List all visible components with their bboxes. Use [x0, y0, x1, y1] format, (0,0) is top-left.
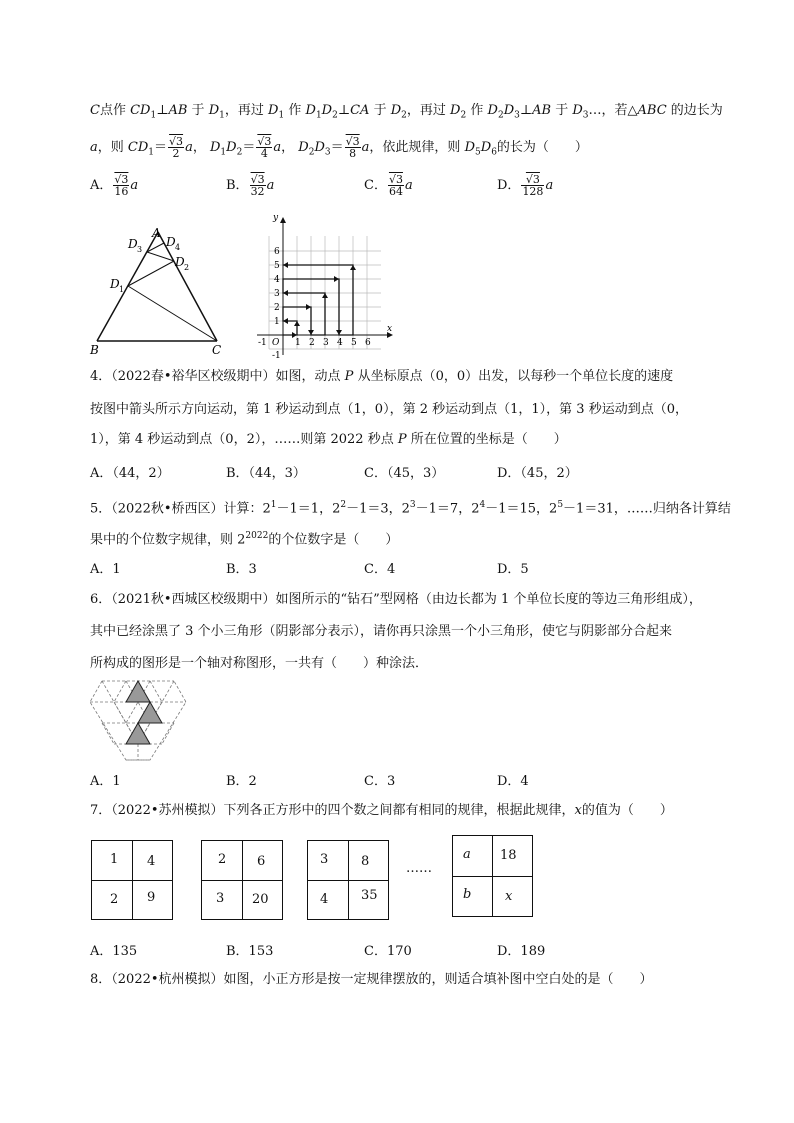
number-square-4: a 18 b x	[452, 835, 533, 917]
q5-line-1: 5．（2022秋•桥西区）计算：$2^1-1=1$，$2^2-1=3$，$2^3-1=7$，$2^4-1=15$，$2^5-1=31$，……归纳各计算结	[90, 500, 731, 517]
q8-line-1: 8．（2022•杭州模拟）如图，小正方形是按一定规律摆放的，则适合填补图中空白处的是（ ）	[90, 972, 653, 987]
svg-text:5: 5	[351, 338, 357, 348]
svg-text:1: 1	[274, 317, 280, 327]
label-b: B	[90, 343, 99, 357]
q3-option-a: A． $\frac{√3}{16}$ a	[90, 173, 139, 198]
svg-text:1: 1	[295, 338, 301, 348]
coordinate-figure	[255, 210, 395, 360]
q6-option-c: C．3	[364, 774, 396, 789]
svg-text:O: O	[272, 338, 280, 348]
q7-option-b: B．153	[226, 944, 274, 959]
svg-text:3: 3	[323, 338, 329, 348]
svg-text:4: 4	[175, 243, 181, 252]
svg-text:1: 1	[119, 285, 125, 294]
svg-text:4: 4	[337, 338, 343, 348]
q3-option-b: B． $\frac{√3}{32}$ a	[226, 173, 275, 198]
q6-line-2: 其中已经涂黑了 3 个小三角形（阴影部分表示），请你再只涂黑一个小三角形，使它与阴影部分合起来	[90, 624, 673, 639]
label-c: C	[212, 343, 222, 357]
svg-text:3: 3	[274, 289, 280, 299]
svg-text:2: 2	[309, 338, 315, 348]
q3-line-1: C点作 $CD_1\perp AB$ 于 $D_1$，再过 $D_1$ 作 $D_1D_2\perp CA$ 于 $D_2$，再过 $D_2$ 作 $D_2D_3\perp AB$ 于 $D_3\dots$，若△ABC 的边长为	[90, 103, 723, 121]
number-square-1: 1 4 2 9	[91, 840, 173, 920]
label-d2: D	[175, 255, 185, 269]
svg-text:-1: -1	[258, 338, 267, 348]
q7-line-1: 7．（2022•苏州模拟）下列各正方形中的四个数之间都有相同的规律，根据此规律，x的值为（ ）	[90, 803, 673, 818]
label-d1: D	[110, 277, 120, 291]
svg-text:2: 2	[184, 263, 190, 272]
q4-line-2: 按图中箭头所示方向运动，第 1 秒运动到点（1，0），第 2 秒运动到点（1，1），第 3 秒运动到点（0，	[90, 402, 688, 417]
svg-text:-1: -1	[272, 351, 281, 360]
svg-text:6: 6	[365, 338, 371, 348]
q5-option-b: B．3	[226, 562, 257, 577]
svg-text:6: 6	[274, 247, 280, 257]
q7-option-c: C．170	[364, 944, 412, 959]
diamond-grid-figure	[90, 676, 200, 762]
q6-option-a: A．1	[90, 774, 121, 789]
q6-option-b: B．2	[226, 774, 257, 789]
q4-option-c: C．（45，3）	[364, 466, 445, 481]
q5-line-2: 果中的个位数字规律，则 $2^{2022}$的个位数字是（ ）	[90, 531, 399, 548]
number-square-3: 3 8 4 35	[307, 840, 389, 920]
svg-text:4: 4	[274, 275, 280, 285]
q4-option-a: A．（44，2）	[90, 466, 170, 481]
triangle-figure	[86, 222, 236, 360]
q5-option-c: C．4	[364, 562, 396, 577]
label-a: A	[152, 226, 161, 240]
q4-option-d: D．（45，2）	[497, 466, 578, 481]
q6-option-d: D．4	[497, 774, 529, 789]
q7-option-a: A．135	[90, 944, 138, 959]
q3-option-d: D． $\frac{√3}{128}$ a	[497, 173, 554, 198]
q4-line-3: 1），第 4 秒运动到点（0，2），……则第 2022 秒点 P 所在位置的坐标是（ ）	[90, 432, 567, 447]
q4-option-b: B．（44，3）	[226, 466, 306, 481]
svg-text:x: x	[387, 324, 393, 334]
label-d3: D	[128, 237, 138, 251]
ellipsis-dots: ……	[406, 861, 432, 876]
svg-text:y: y	[273, 213, 279, 223]
q3-line-2: a，则 $CD_1=$ $\frac{√3}{2}$ a， $D_1D_2=$ $\frac{√3}{4}$ a， $D_2D_3=$ $\frac{√3}{8}$ a，依此规律，则 $D_5D_6$的长为（ ）	[90, 135, 588, 160]
label-d4: D	[166, 235, 176, 249]
q4-line-1: 4．（2022春•裕华区校级期中）如图，动点 P 从坐标原点（0，0）出发，以每秒一个单位长度的速度	[90, 369, 674, 384]
q7-option-d: D．189	[497, 944, 546, 959]
q6-line-1: 6．（2021秋•西城区校级期中）如图所示的“钻石”型网格（由边长都为 1 个单位长度的等边三角形组成），	[90, 592, 702, 607]
svg-text:3: 3	[137, 245, 143, 254]
number-square-2: 2 6 3 20	[201, 840, 283, 920]
q5-option-a: A．1	[90, 562, 121, 577]
q3-option-c: C． $\frac{√3}{64}$ a	[364, 173, 413, 198]
svg-text:2: 2	[274, 303, 280, 313]
q5-option-d: D．5	[497, 562, 529, 577]
q6-line-3: 所构成的图形是一个轴对称图形，一共有（ ）种涂法．	[90, 656, 429, 671]
svg-text:5: 5	[274, 261, 280, 271]
